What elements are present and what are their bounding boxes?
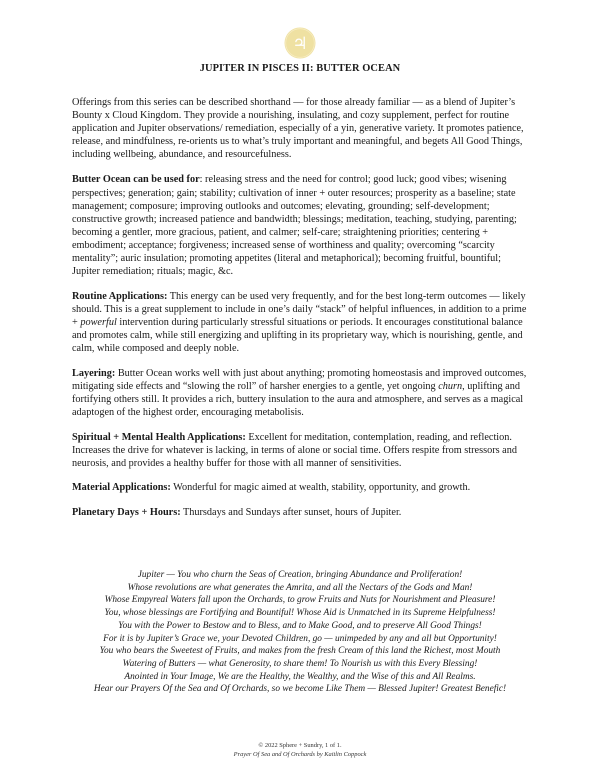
material-paragraph	[72, 481, 530, 494]
routine-text-a: This energy can be used very frequently, and for the best long-term outcomes — likely should. This is a great supplement to include in one’s daily “stack” of helpful influences, in addition to a prime +	[72, 290, 527, 328]
planetary-text: Thursdays and Sundays after sunset, hours of Jupiter.	[180, 506, 402, 518]
prayer-line: Watering of Butters — what Generosity, to share them! To Nourish us with this Every Blessing!	[122, 658, 478, 669]
prayer-block	[60, 569, 540, 696]
prayer-line: Anointed in Your Image, We are the Healthy, the Wealthy, and the Wise of this and All Realms.	[124, 671, 476, 682]
page-footer	[0, 741, 600, 759]
prayer-line: You, whose blessings are Fortifying and Bountiful! Whose Aid is Unmatched in its Supreme Helpfulness!	[104, 608, 496, 619]
spiritual-text: Excellent for meditation, contemplation, reading, and reflection. Increases the drive for whatever is lacking, in terms of alone or social time. Offers respite from stressors and neurosis, and provides a healthy buffer for those with all manner of sensitivities.	[72, 431, 517, 469]
prayer-line: Hear our Prayers Of the Sea and Of Orchards, so we become Like Them — Blessed Jupiter! Greatest Benefic!	[93, 684, 507, 695]
prayer-line: Whose Empyreal Waters fall upon the Orchards, to grow Fruits and Nuts for Nourishment and Pleasure!	[104, 595, 496, 606]
uses-paragraph	[72, 173, 530, 278]
prayer-line: You who bears the Sweetest of Fruits, and makes from the fresh Cream of this land the Richest, most Mouth	[99, 646, 501, 657]
spiritual-heading: Spiritual + Mental Health Applications:	[72, 431, 246, 443]
layering-text-a: Butter Ocean works well with just about anything; promoting homeostasis and improved outcomes, mitigating side effects and “slowing the roll” of harsher energies to a gentle, yet ongoing	[72, 367, 527, 392]
spiritual-paragraph	[72, 431, 530, 470]
uses-text: : releasing stress and the need for control; good luck; good vibes; wisening perspectives; generation; gain; stability; cultivation of inner + outer resources; prosperity as a baseline; state management; composure; improving outlooks and outcomes; elevating, grounding; self-development; constructive growth; increased patience and bandwidth; blessings; meditation, teaching, studying, parenting; becoming a gentler, more gracious, patient, and calmer; self-care; straightening priorities; centering + embodiment; acceptance; forgiveness; increased sense of worthiness and quality; overcoming “scarcity mentality”; auric insulation; promoting appetites (literal and metaphorical); becoming fruitful, bountiful; Jupiter remediation; rituals; magic, &c.	[72, 174, 517, 278]
jupiter-seal-graphic	[284, 27, 316, 59]
page-title: JUPITER IN PISCES II: BUTTER OCEAN	[199, 63, 401, 74]
routine-heading: Routine Applications:	[72, 290, 168, 302]
layering-emphasis: churn	[438, 380, 463, 392]
layering-heading: Layering:	[72, 367, 116, 379]
copyright-line: © 2022 Sphere + Sundry, 1 of 1.	[258, 742, 342, 749]
layering-text-b: , uplifting and fortifying others still. It provides a rich, buttery insulation to the aura and atmosphere, and serves as a magical adaptogen of the highest order, encouraging metabolisis.	[72, 380, 524, 418]
material-heading: Material Applications:	[72, 482, 171, 494]
layering-paragraph	[72, 367, 530, 419]
material-text: Wonderful for magic aimed at wealth, stability, opportunity, and growth.	[170, 482, 471, 494]
document-body	[72, 96, 530, 531]
prayer-line: For it is by Jupiter’s Grace we, your Devoted Children, go — unimpeded by any and all but Opportunity!	[103, 633, 497, 644]
routine-emphasis: powerful	[80, 316, 117, 328]
routine-paragraph	[72, 290, 530, 355]
prayer-line: You with the Power to Bestow and to Bless, and to Make Good, and to preserve All Good Things!	[118, 620, 482, 631]
jupiter-glyph: ♃	[292, 34, 308, 54]
routine-text-b: intervention during particularly stressful situations or periods. It encourages constitutional balance and promotes calm, while still energizing and uplifting in its proprietary way, which is nourishing, gentle, and calm, while composed and deeply noble.	[72, 316, 523, 355]
uses-heading: Butter Ocean can be used for	[72, 174, 200, 186]
jupiter-seal-icon	[284, 27, 316, 59]
prayer-line: Whose revolutions are what generates the Amrita, and all the Nectars of the Gods and Man!	[127, 582, 473, 593]
planetary-heading: Planetary Days + Hours:	[72, 506, 181, 518]
intro-paragraph: Offerings from this series can be described shorthand — for those already familiar — as a blend of Jupiter’s Bounty x Cloud Kingdom. They provide a nourishing, insulating, and cozy supplement, perfect for routine application and Jupiter observations/ remediation, especially of a yin, generative variety. It promotes patience, release, and mindfulness, re-orients us to what’s truly important and meaningful, and begets All Good Things, including wellbeing, abundance, and resourcefulness.	[72, 97, 524, 161]
prayer-line: Jupiter — You who churn the Seas of Creation, bringing Abundance and Proliferation!	[137, 570, 463, 580]
planetary-paragraph	[72, 506, 530, 519]
prayer-credit: Prayer Of Sea and Of Orchards by Kaitlin Coppock	[233, 751, 367, 758]
